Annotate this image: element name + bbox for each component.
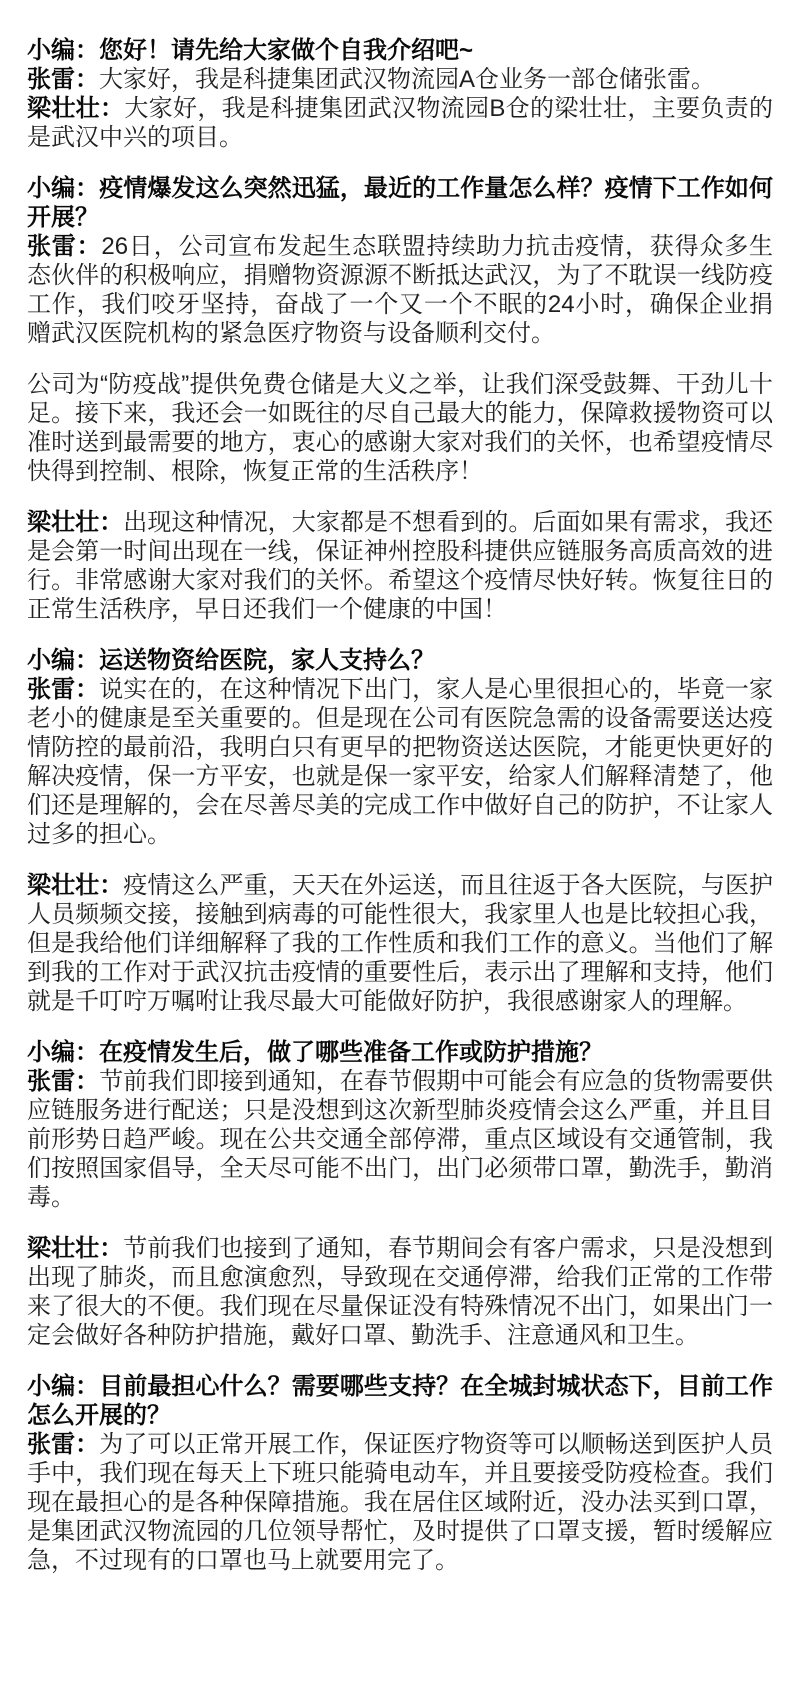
answer-paragraph [27, 1067, 773, 1212]
speaker-name: 张雷： [27, 66, 99, 93]
paragraph-text: 节前我们也接到了通知，春节期间会有客户需求，只是没想到出现了肺炎，而且愈演愈烈，导致现在交通停滞，给我们正常的工作带来了很大的不便。我们现在尽量保证没有特殊情况不出门，如果出门一定会做好各种防护措施，戴好口罩、勤洗手、注意通风和卫生。 [27, 1235, 774, 1349]
question-paragraph [27, 174, 773, 232]
answer-paragraph [27, 871, 773, 1016]
paragraph-text: 节前我们即接到通知，在春节假期中可能会有应急的货物需要供应链服务进行配送；只是没想到这次新型肺炎疫情会这么严重，并且目前形势日趋严峻。现在公共交通全部停滞，重点区域设有交通管制，我们按照国家倡导，全天尽可能不出门，出门必须带口罩，勤洗手，勤消毒。 [27, 1068, 774, 1211]
speaker-name: 张雷： [27, 233, 102, 260]
answer-paragraph [27, 1234, 773, 1350]
answer-paragraph [27, 370, 773, 486]
question-paragraph [27, 1372, 773, 1430]
question-paragraph [27, 1038, 773, 1067]
paragraph-text: 小编：运送物资给医院，家人支持么？ [27, 647, 435, 674]
paragraph-text: 说实在的，在这种情况下出门，家人是心里很担心的，毕竟一家老小的健康是至关重要的。但是现在公司有医院急需的设备需要送达疫情防控的最前沿，我明白只有更早的把物资送达医院，才能更快更好的解决疫情，保一方平安，也就是保一家平安，给家人们解释清楚了，他们还是理解的，会在尽善尽美的完成工作中做好自己的防护，不让家人过多的担心。 [27, 676, 774, 848]
paragraph-text: 出现这种情况，大家都是不想看到的。后面如果有需求，我还是会第一时间出现在一线，保证神州控股科捷供应链服务高质高效的进行。非常感谢大家对我们的关怀。希望这个疫情尽快好转。恢复往日的正常生活秩序，早日还我们一个健康的中国！ [27, 509, 774, 623]
paragraph-text: 小编：您好！请先给大家做个自我介绍吧~ [27, 37, 474, 64]
paragraph-text: 疫情这么严重，天天在外运送，而且往返于各大医院，与医护人员频频交接，接触到病毒的可能性很大，我家里人也是比较担心我，但是我给他们详细解释了我的工作性质和我们工作的意义。当他们了解到我的工作对于武汉抗击疫情的重要性后，表示出了理解和支持，他们就是千叮咛万嘱咐让我尽最大可能做好防护，我很感谢家人的理解。 [27, 872, 774, 1015]
speaker-name: 张雷： [27, 1431, 100, 1458]
speaker-name: 梁壮壮： [27, 872, 124, 899]
paragraph-text: 26日，公司宣布发起生态联盟持续助力抗击疫情，获得众多生态伙伴的积极响应，捐赠物资源源不断抵达武汉，为了不耽误一线防疫工作，我们咬牙坚持，奋战了一个又一个不眠的24小时，确保企业捐赠武汉医院机构的紧急医疗物资与设备顺利交付。 [27, 233, 774, 347]
speaker-name: 梁壮壮： [27, 1235, 124, 1262]
paragraph-text: 大家好，我是科捷集团武汉物流园B仓的梁壮壮，主要负责的是武汉中兴的项目。 [27, 95, 774, 151]
question-paragraph [27, 36, 773, 65]
paragraph-text: 小编：目前最担心什么？需要哪些支持？在全城封城状态下，目前工作怎么开展的？ [27, 1373, 773, 1429]
speaker-name: 梁壮壮： [27, 509, 124, 536]
answer-paragraph [27, 1430, 773, 1575]
speaker-name: 张雷： [27, 676, 100, 703]
paragraph-text: 公司为“防疫战”提供免费仓储是大义之举，让我们深受鼓舞、干劲儿十足。接下来，我还会一如既往的尽自己最大的能力，保障救援物资可以准时送到最需要的地方，衷心的感谢大家对我们的关怀，也希望疫情尽快得到控制、根除，恢复正常的生活秩序！ [27, 371, 773, 485]
paragraph-text: 小编：在疫情发生后，做了哪些准备工作或防护措施？ [27, 1039, 603, 1066]
answer-paragraph [27, 675, 773, 849]
answer-paragraph [27, 65, 773, 94]
question-paragraph [27, 646, 773, 675]
answer-paragraph [27, 94, 773, 152]
answer-paragraph [27, 232, 773, 348]
answer-paragraph [27, 508, 773, 624]
speaker-name: 梁壮壮： [27, 95, 125, 122]
paragraph-text: 为了可以正常开展工作，保证医疗物资等可以顺畅送到医护人员手中，我们现在每天上下班只能骑电动车，并且要接受防疫检查。我们现在最担心的是各种保障措施。我在居住区域附近，没办法买到口罩，是集团武汉物流园的几位领导帮忙，及时提供了口罩支援，暂时缓解应急，不过现有的口罩也马上就要用完了。 [27, 1431, 774, 1574]
paragraph-text: 小编：疫情爆发这么突然迅猛，最近的工作量怎么样？疫情下工作如何开展？ [27, 175, 773, 231]
speaker-name: 张雷： [27, 1068, 100, 1095]
paragraph-text: 大家好，我是科捷集团武汉物流园A仓业务一部仓储张雷。 [99, 66, 716, 93]
